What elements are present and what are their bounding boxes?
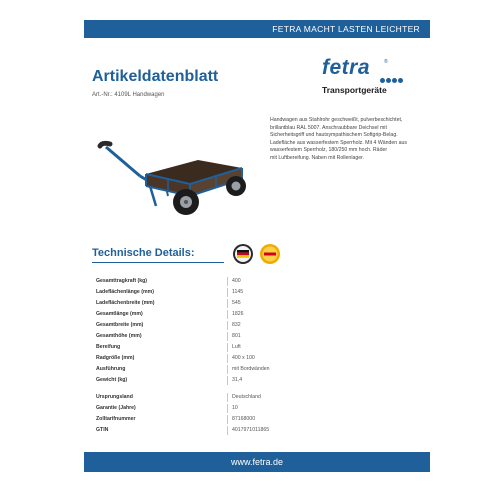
spec-value: 545 [232,300,241,306]
spec-label: Ausführung [96,366,126,372]
header-slogan: FETRA MACHT LASTEN LEICHTER [272,24,420,34]
spec-row [92,287,412,298]
spec-divider [227,415,228,424]
description-line: Handwagen aus Stahlrohr geschweißt, pulverbeschichtet, [270,117,403,123]
spec-value: Deutschland [232,394,261,400]
header-banner [84,20,430,38]
quality-badges [232,243,282,265]
spec-value: 832 [232,322,241,328]
spec-divider [227,404,228,413]
description-line: Ladefläche aus wasserfestem Sperrholz. Mit 4 Wänden aus [270,139,407,146]
spec-value: 31,4 [232,377,243,383]
spec-row [92,331,412,342]
spec-row [92,342,412,353]
spec-label: Gesamttragkraft (kg) [96,278,148,284]
warranty-badge [260,244,280,264]
made-in-germany-badge [233,244,253,264]
description-line: Sicherheitsgriff und hautsympathischem Softgrip-Belag. [270,132,398,139]
spec-label: Ursprungsland [96,394,133,400]
spec-row [92,320,412,331]
spec-label: Gewicht (kg) [96,377,128,383]
spec-label: Gesamtlänge (mm) [96,311,143,317]
spec-row [92,392,412,403]
spec-row [92,298,412,309]
specs-table [92,276,412,436]
spec-row [92,414,412,425]
spec-value: 1145 [232,289,244,295]
spec-row [92,425,412,436]
logo-registered-mark: ® [384,59,388,65]
spec-row [92,309,412,320]
description-line: brillantblau RAL 5007. Anschraubbare Deichsel mit [270,124,387,131]
spec-label: Ladeflächenlänge (mm) [96,289,154,295]
spec-row [92,276,412,287]
spec-divider [227,354,228,363]
logo-tagline: Transportgeräte [322,85,387,95]
spec-value: 400 x 100 [232,355,255,361]
spec-divider [227,376,228,385]
spec-value: 1826 [232,311,244,317]
spec-label: Gesamthöhe (mm) [96,333,142,339]
spec-value: 400 [232,278,241,284]
spec-row [92,403,412,414]
spec-value: Luft [232,344,241,350]
spec-value: mit Bordwänden [232,366,270,372]
spec-value: 801 [232,333,241,339]
technical-details-heading: Technische Details: [92,247,195,259]
spec-value: 4017971011865 [232,427,270,433]
article-number: Art.-Nr.: 4109L Handwagen [92,92,165,98]
spec-divider [227,393,228,402]
spec-label: Gesamtbreite (mm) [96,322,144,328]
description-line: mit Luftbereifung. Naben mit Rollenlager. [270,154,365,161]
section-divider [92,262,224,263]
logo-wordmark: fetra [322,56,371,79]
spec-divider [227,299,228,308]
product-description [270,117,420,163]
spec-label: Bereifung [96,344,121,350]
fetra-logo [322,56,412,102]
footer-url[interactable]: www.fetra.de [230,457,284,467]
spec-divider [227,310,228,319]
spec-value: 10 [232,405,238,411]
description-line: wasserfestem Sperrholz, 180/250 mm hoch. Räder [270,147,388,154]
spec-label: Zolltarifnummer [96,416,136,422]
spec-divider [227,277,228,286]
spec-value: 87168000 [232,416,256,422]
footer-banner [84,452,430,472]
spec-divider [227,321,228,330]
spec-divider [227,426,228,435]
spec-divider [227,365,228,374]
spec-divider [227,332,228,341]
product-image [90,116,255,218]
spec-row [92,353,412,364]
spec-label: Ladeflächenbreite (mm) [96,300,155,306]
spec-divider [227,343,228,352]
spec-row [92,364,412,375]
page-title: Artikeldatenblatt [92,68,219,85]
spec-label: Garantie (Jahre) [96,405,136,411]
spec-label: GTIN [96,427,109,433]
spec-label: Radgröße (mm) [96,355,135,361]
spec-divider [227,288,228,297]
spec-row [92,375,412,386]
